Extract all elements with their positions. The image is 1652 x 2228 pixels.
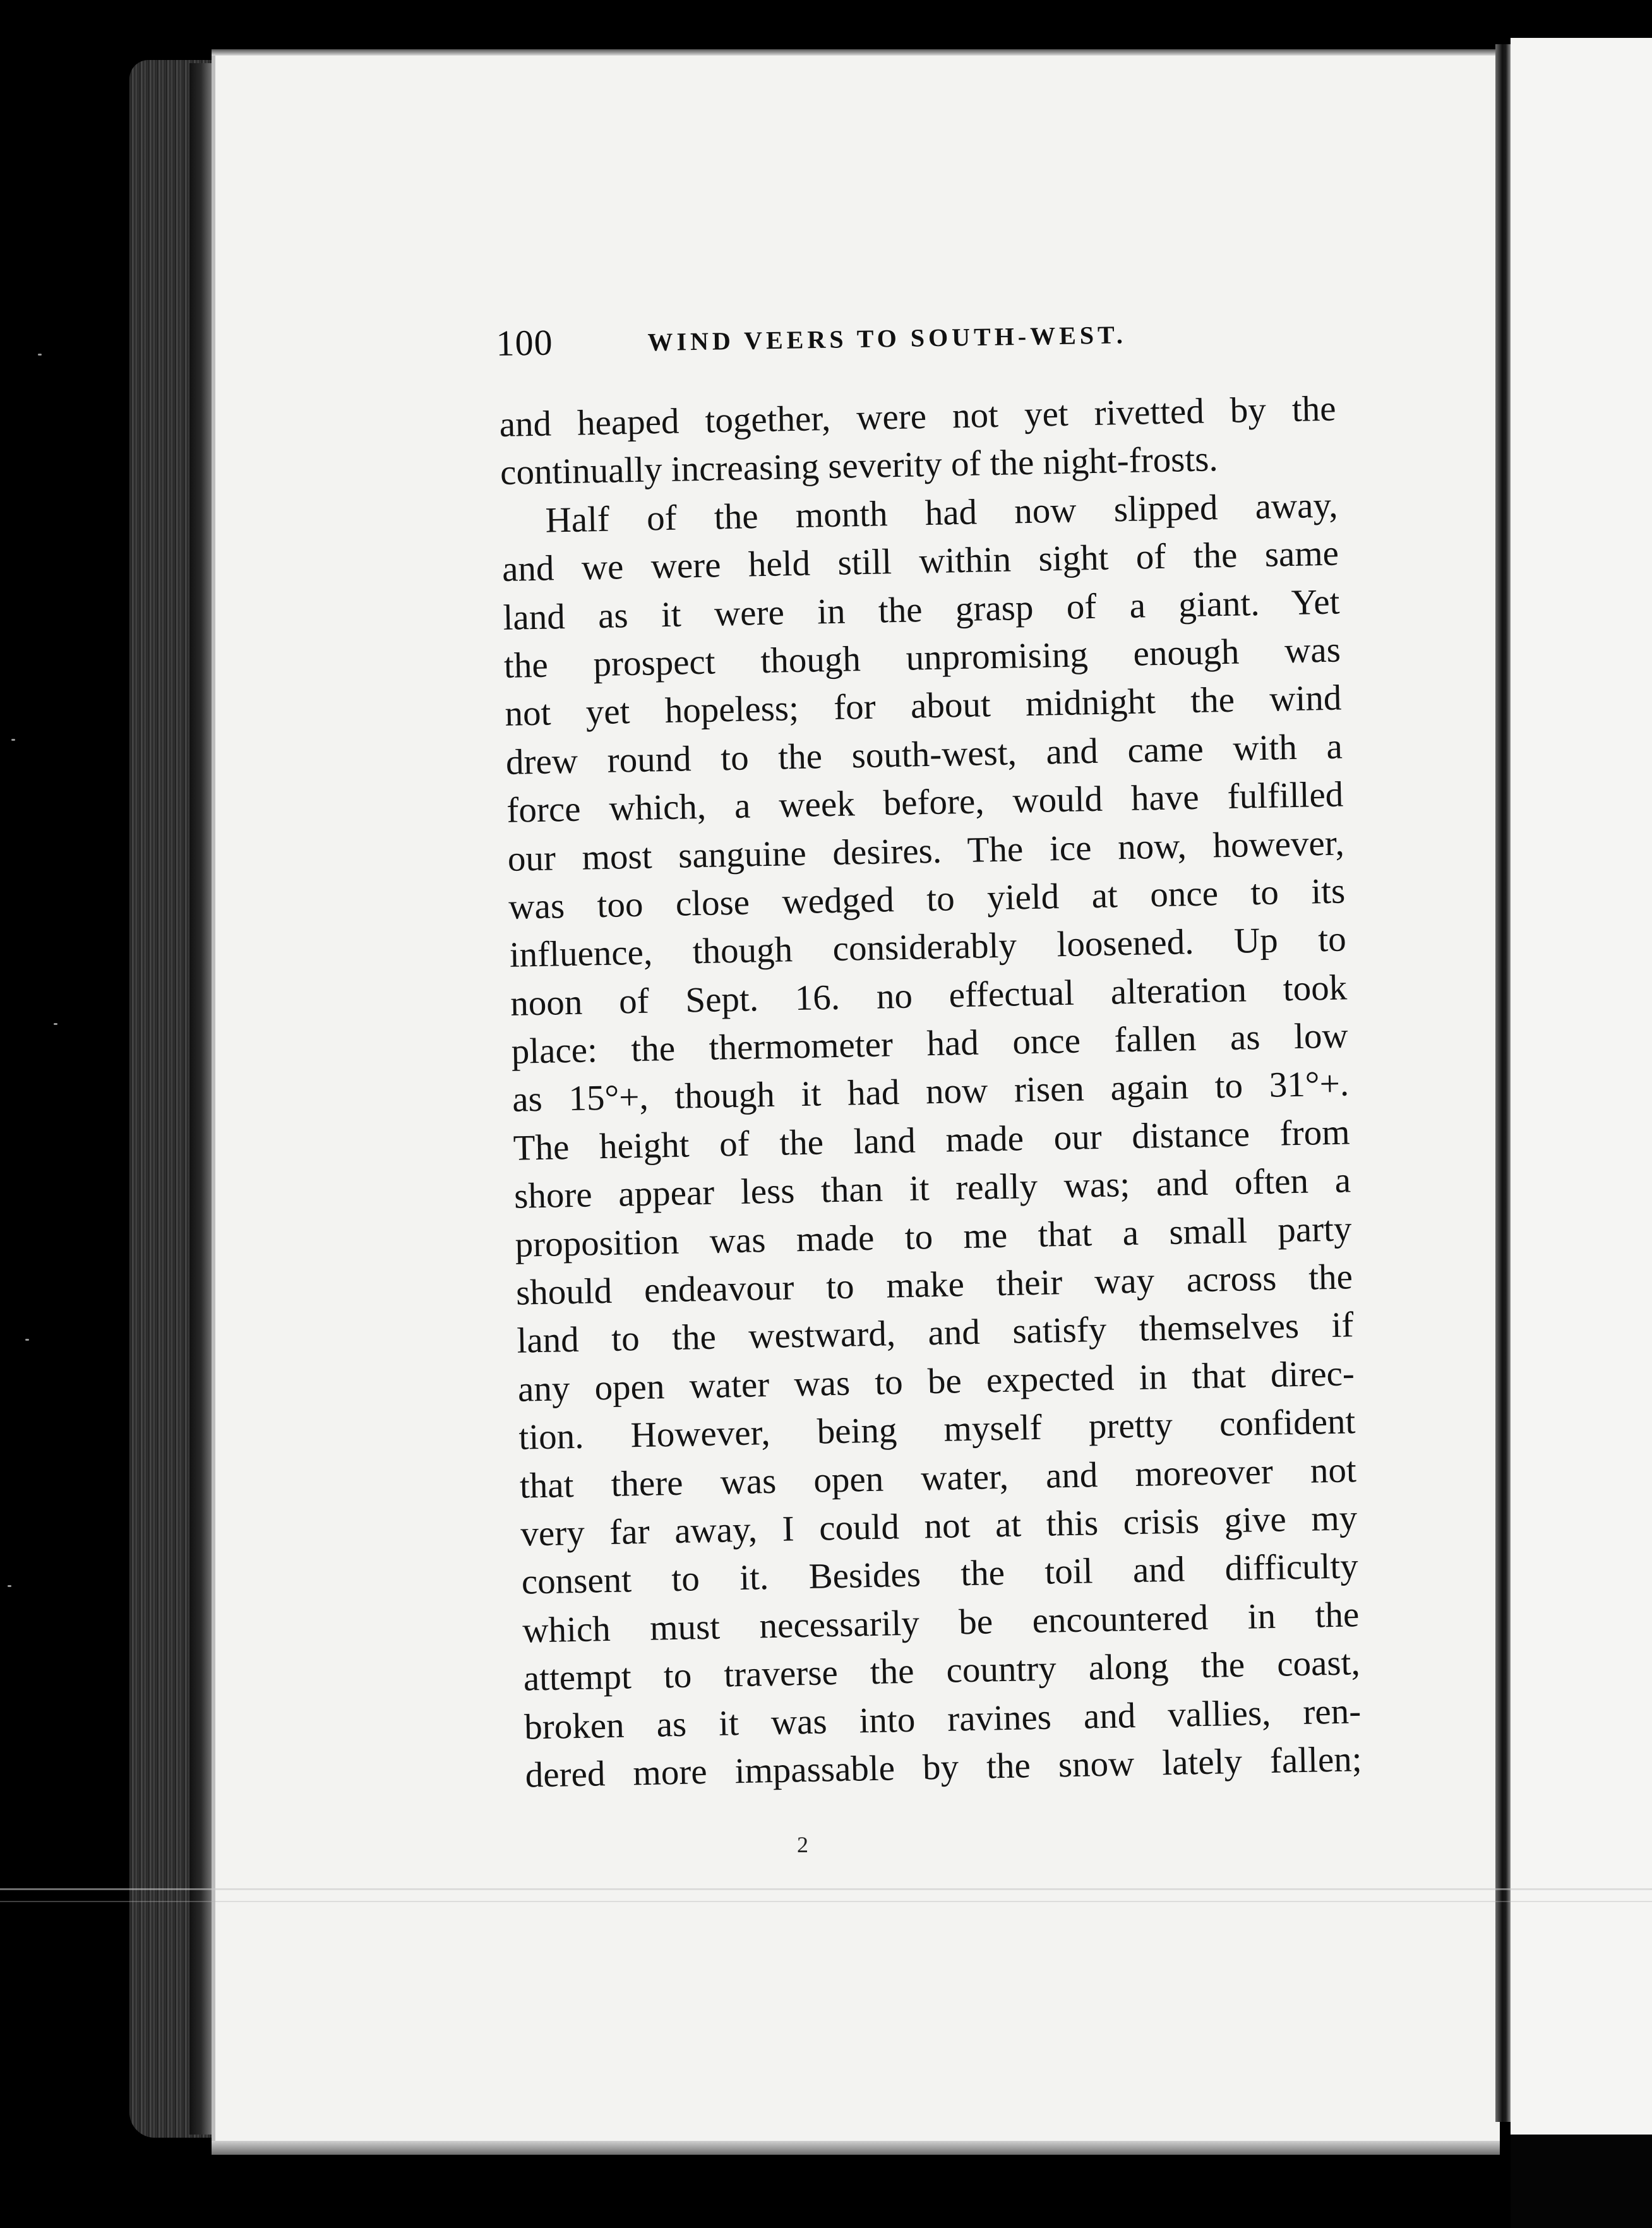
scan-speck — [54, 1023, 57, 1025]
facing-page — [1511, 38, 1652, 2141]
text-line: land to the westward, and satisfy themselves if — [516, 1305, 1354, 1362]
scan-speck — [38, 354, 42, 356]
scan-artifact-line — [0, 1888, 1652, 1890]
scan-speck — [8, 1585, 11, 1587]
page-top-edge — [212, 49, 1500, 56]
running-title: WIND VEERS TO SOUTH-WEST. — [647, 320, 1127, 357]
text-line: Half of the month had now slipped away, — [545, 485, 1339, 541]
text-line: attempt to traverse the country along the coast, — [523, 1643, 1361, 1699]
text-line: very far away, I could not at this crisis give my — [520, 1498, 1358, 1554]
page-number: 100 — [496, 321, 554, 364]
text-line: any open water was to be expected in that direc- — [517, 1353, 1355, 1410]
text-line: which must necessarily be encountered in the — [522, 1594, 1360, 1651]
text-line: as 15°+, though it had now risen again to 31°+. — [512, 1063, 1350, 1120]
text-line: our most sanguine desires. The ice now, however, — [507, 822, 1345, 879]
scan-speck — [25, 1339, 29, 1341]
text-line: The height of the land made our distance from — [513, 1112, 1351, 1168]
signature-mark: 2 — [797, 1832, 808, 1857]
text-line: land as it were in the grasp of a giant. Yet — [502, 582, 1340, 638]
text-line: drew round to the south-west, and came with a — [505, 726, 1343, 782]
text-line: should endeavour to make their way across the — [515, 1257, 1353, 1313]
text-line: noon of Sept. 16. no effectual alteration took — [510, 967, 1348, 1024]
text-line: dered more impassable by the snow lately fallen; — [525, 1739, 1363, 1795]
text-line: force which, a week before, would have fulfilled — [506, 774, 1344, 830]
text-line: was too close wedged to yield at once to its — [508, 871, 1346, 927]
text-line: proposition was made to me that a small party — [515, 1208, 1353, 1265]
page-bottom-edge — [212, 2141, 1500, 2155]
scan-artifact-line — [0, 1901, 1652, 1902]
book-gutter — [1495, 44, 1511, 2122]
text-line: and heaped together, were not yet rivetted by the — [499, 388, 1337, 445]
text-line: shore appear less than it really was; and often a — [513, 1160, 1351, 1217]
text-line: not yet hopeless; for about midnight the wind — [504, 678, 1342, 734]
scan-speck — [11, 739, 15, 741]
facing-page-bottom-shadow — [1511, 2135, 1652, 2228]
text-line: influence, though considerably loosened. Up to — [509, 919, 1347, 976]
text-line: consent to it. Besides the toil and difficulty — [521, 1546, 1359, 1603]
text-line: continually increasing severity of the night-frosts. — [500, 439, 1219, 493]
text-line: that there was open water, and moreover not — [519, 1449, 1357, 1506]
body-text — [499, 385, 1362, 1800]
text-line: tion. However, being myself pretty confident — [518, 1401, 1356, 1458]
text-line: the prospect though unpromising enough was — [503, 630, 1341, 686]
text-line: and we were held still within sight of the same — [501, 533, 1339, 590]
text-line: broken as it was into ravines and vallies, ren- — [524, 1691, 1362, 1747]
text-line: place: the thermometer had once fallen as low — [511, 1015, 1349, 1072]
